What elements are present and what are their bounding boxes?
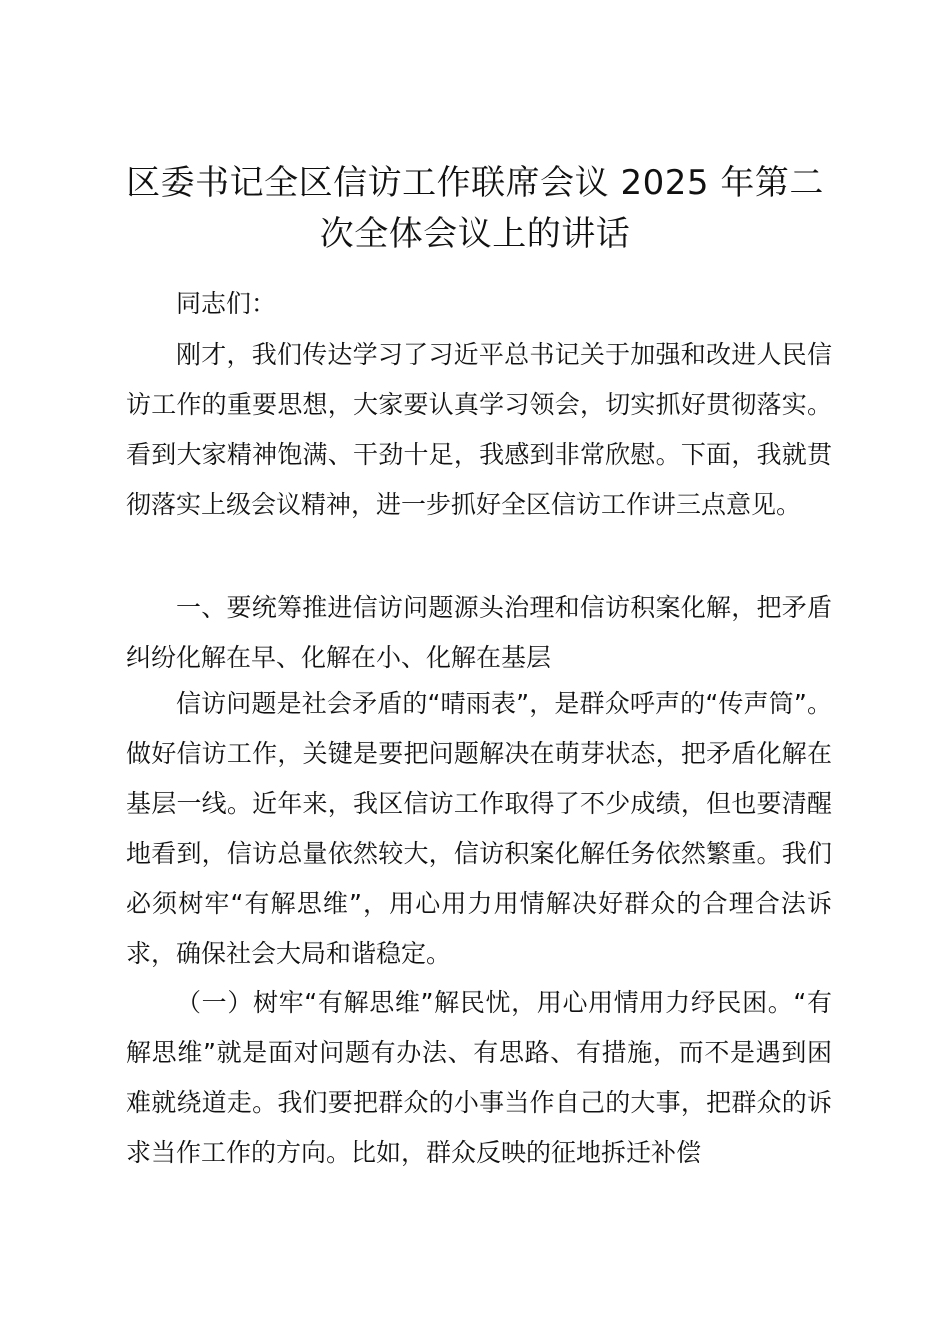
paragraph-subsection-1: （一）树牢“有解思维”解民忧，用心用情用力纾民困。“有解思维”就是面对问题有办法、有思路、有措施，而不是遇到困难就绕道走。我们要把群众的小事当作自己的大事，把群众的诉求当作工作的方向。比如，群众反映的征地拆迁补偿 (126, 988, 832, 1167)
section-heading-1: 一、要统筹推进信访问题源头治理和信访积案化解，把矛盾纠纷化解在早、化解在小、化解在基层 (126, 593, 832, 672)
paragraph-intro: 刚才，我们传达学习了习近平总书记关于加强和改进人民信访工作的重要思想，大家要认真学习领会，切实抓好贯彻落实。看到大家精神饱满、干劲十足，我感到非常欣慰。下面，我就贯彻落实上级会议精神，进一步抓好全区信访工作讲三点意见。 (126, 340, 832, 519)
salutation: 同志们： (176, 289, 277, 318)
document-title: 区委书记全区信访工作联席会议 2025 年第二次全体会议上的讲话 (126, 163, 824, 254)
paragraph-body: 信访问题是社会矛盾的“晴雨表”，是群众呼声的“传声筒”。做好信访工作，关键是要把问题解决在萌芽状态，把矛盾化解在基层一线。近年来，我区信访工作取得了不少成绩，但也要清醒地看到，信访总量依然较大，信访积案化解任务依然繁重。我们必须树牢“有解思维”，用心用力用情解决好群众的合理合法诉求，确保社会大局和谐稳定。 (126, 689, 832, 968)
